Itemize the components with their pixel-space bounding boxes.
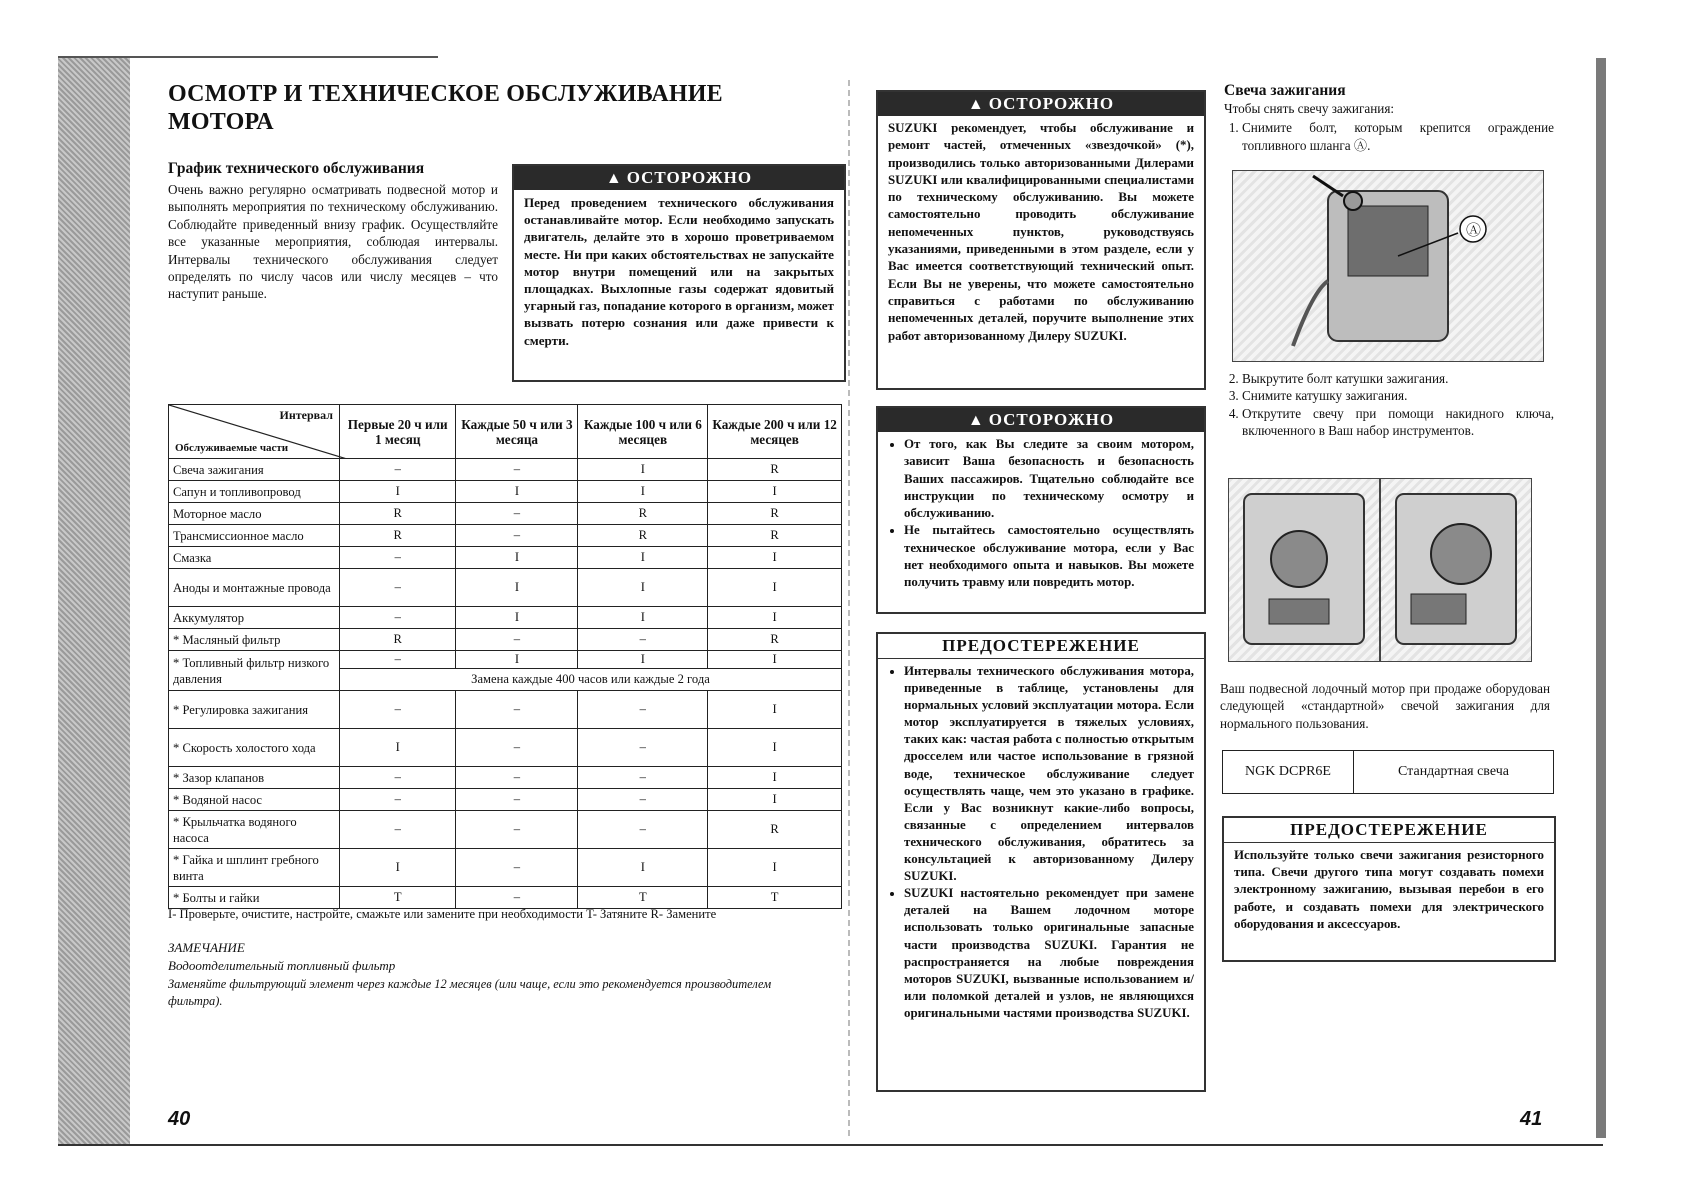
caution-title: ПРЕДОСТЕРЕЖЕНИЕ	[878, 634, 1204, 659]
value-cell: I	[578, 569, 708, 607]
table-row	[169, 729, 842, 767]
value-cell: –	[578, 789, 708, 811]
table-row	[169, 691, 842, 729]
step-list-1	[1224, 119, 1554, 154]
note-subtitle: Водоотделительный топливный фильтр	[168, 958, 396, 973]
table-legend: I- Проверьте, очистите, настройте, смажьте или замените при необходимости T- Затяните R- Замените	[168, 907, 717, 921]
part-cell: * Крыльчатка водяного насоса	[169, 811, 340, 849]
note-text: Заменяйте фильтрующий элемент через каждые 12 месяцев (или чаще, если это рекомендуется производителем фильтра).	[168, 977, 772, 1008]
list-item: • От того, как Вы следите за своим мотором, зависит Ваша безопасность и безопасность Ваших пассажиров. Тщательно соблюдайте все инструкции по техническому осмотру и обслуживанию.	[904, 436, 1194, 522]
value-cell: R	[340, 525, 456, 547]
table-header-row	[169, 405, 842, 459]
part-cell: * Гайка и шплинт гребного винта	[169, 849, 340, 887]
table-row	[169, 503, 842, 525]
spark-plug-description: Ваш подвесной лодочный мотор при продаже оборудован следующей «стандартной» свечой зажигания для нормального пользования.	[1220, 681, 1550, 731]
value-cell: I	[578, 547, 708, 569]
value-cell: I	[340, 481, 456, 503]
warning-box-dealer	[876, 90, 1206, 390]
value-cell: I	[456, 547, 578, 569]
value-cell: T	[578, 887, 708, 909]
value-cell: –	[578, 767, 708, 789]
note-cell: Замена каждые 400 часов или каждые 2 года	[340, 669, 842, 691]
value-cell: –	[456, 629, 578, 651]
table-row	[169, 651, 842, 669]
part-cell: Аккумулятор	[169, 607, 340, 629]
warning-box-safety	[876, 406, 1206, 614]
part-cell: Сапун и топливопровод	[169, 481, 340, 503]
value-cell: –	[340, 691, 456, 729]
value-cell: I	[708, 547, 842, 569]
value-cell: –	[340, 789, 456, 811]
table-row	[169, 459, 842, 481]
part-cell: Свеча зажигания	[169, 459, 340, 481]
table-row	[169, 887, 842, 909]
part-cell: Смазка	[169, 547, 340, 569]
spark-plug-intro: Чтобы снять свечу зажигания:	[1224, 101, 1395, 116]
table-row	[169, 811, 842, 849]
warning-header	[878, 408, 1204, 432]
engine-closeup-illustration	[1229, 479, 1379, 661]
engine-photo-right	[1380, 478, 1532, 662]
value-cell: I	[578, 459, 708, 481]
value-cell: I	[708, 481, 842, 503]
caution-text: Используйте только свечи зажигания резисторного типа. Свечи другого типа могут создавать помехи электронному зажиганию, вызывая перебои в его работе, и создавать помехи для электрического оборудования и аксессуаров.	[1234, 848, 1544, 931]
warning-list	[878, 432, 1204, 596]
value-cell: I	[340, 729, 456, 767]
part-cell: Трансмиссионное масло	[169, 525, 340, 547]
warning-header	[878, 92, 1204, 116]
list-item: • Интервалы технического обслуживания мотора, приведенные в таблице, установлены для нормальных условий эксплуатации мотора. Если мотор эксплуатируется в тяжелых условиях, таких как: частая работа с полностью открытым дросселем или частое использование в грязной воде, техническое обслуживание следует осуществлять чаще, чем это указано в графике. Если у Вас возникнут какие-либо вопросы, связанные с определением интервалов технического обслуживания, обратитесь за консультацией к авторизованному Дилеру SUZUKI.	[904, 663, 1194, 885]
warning-header	[514, 166, 844, 190]
maintenance-intro-block	[168, 160, 498, 303]
value-cell: –	[340, 547, 456, 569]
scan-edge-shadow	[58, 56, 130, 1146]
value-cell: –	[340, 811, 456, 849]
value-cell: –	[456, 887, 578, 909]
top-rule	[58, 56, 438, 58]
value-cell: R	[708, 629, 842, 651]
part-cell: * Зазор клапанов	[169, 767, 340, 789]
step-item: 2. Выкрутите болт катушки зажигания.	[1242, 370, 1554, 387]
corner-label-interval: Интервал	[279, 408, 333, 422]
value-cell: –	[456, 789, 578, 811]
callout-a-label: Ⓐ	[1466, 221, 1482, 239]
step-list-2	[1224, 370, 1554, 440]
page-number-left: 40	[168, 1108, 191, 1130]
caution-list	[878, 659, 1204, 1026]
table-row	[169, 481, 842, 503]
part-cell: * Болты и гайки	[169, 887, 340, 909]
header-cell: Первые 20 ч или 1 месяц	[340, 405, 456, 459]
value-cell: I	[708, 849, 842, 887]
spark-plug-spec-table	[1222, 750, 1554, 794]
value-cell: I	[708, 691, 842, 729]
page-title: ОСМОТР И ТЕХНИЧЕСКОЕ ОБСЛУЖИВАНИЕ МОТОРА	[168, 81, 723, 135]
table-row	[169, 547, 842, 569]
value-cell: I	[456, 481, 578, 503]
value-cell: I	[456, 607, 578, 629]
value-cell: –	[578, 629, 708, 651]
value-cell: I	[456, 569, 578, 607]
header-cell: Каждые 100 ч или 6 месяцев	[578, 405, 708, 459]
table-row	[169, 607, 842, 629]
value-cell: –	[456, 525, 578, 547]
corner-label-parts: Обслуживаемые части	[175, 442, 289, 454]
maintenance-schedule-table	[168, 404, 842, 909]
warning-triangle-icon: ▲	[967, 412, 985, 429]
value-cell: –	[340, 607, 456, 629]
part-cell: * Скорость холостого хода	[169, 729, 340, 767]
value-cell: I	[708, 729, 842, 767]
value-cell: I	[456, 651, 578, 669]
part-cell: * Масляный фильтр	[169, 629, 340, 651]
value-cell: R	[708, 811, 842, 849]
step-item: 4. Открутите свечу при помощи накидного ключа, включенного в Ваш набор инструментов.	[1242, 405, 1554, 440]
plug-model-cell: NGK DCPR6E	[1223, 751, 1354, 793]
spark-plug-section	[1224, 82, 1554, 154]
value-cell: I	[578, 607, 708, 629]
value-cell: –	[456, 503, 578, 525]
value-cell: R	[340, 629, 456, 651]
bottom-rule	[58, 1144, 1603, 1146]
value-cell: R	[708, 525, 842, 547]
caution-title: ПРЕДОСТЕРЕЖЕНИЕ	[1224, 818, 1554, 843]
plug-type-cell: Стандартная свеча	[1398, 764, 1509, 779]
spark-plug-steps	[1224, 370, 1554, 440]
value-cell: I	[708, 651, 842, 669]
value-cell: I	[708, 789, 842, 811]
value-cell: I	[708, 767, 842, 789]
warning-text: SUZUKI рекомендует, чтобы обслуживание и ремонт частей, отмеченных «звездочкой» (*), производились только авторизованными Дилерами SUZUKI или квалифицированными специалистами по техническому обслуживанию. Вы можете самостоятельно проводить обслуживание непомеченных пунктов, руководствуясь указаниями, приведенными в этом разделе, если у Вас имеется соответствующий технический опыт. Если Вы не уверены, что можете самостоятельно справиться с работами по обслуживанию непомеченных деталей, поручите выполнение этих работ авторизованному Дилеру SUZUKI.	[888, 121, 1194, 343]
step-item: 3. Снимите катушку зажигания.	[1242, 387, 1554, 404]
value-cell: –	[340, 459, 456, 481]
header-cell: Каждые 50 ч или 3 месяца	[456, 405, 578, 459]
step-item: 1. Снимите болт, которым крепится ограждение топливного шланга Ⓐ.	[1242, 119, 1554, 154]
engine-photo-top	[1232, 170, 1544, 362]
part-cell: Моторное масло	[169, 503, 340, 525]
warning-box-engine-stop	[512, 164, 846, 382]
section-title-schedule: График технического обслуживания	[168, 160, 425, 177]
table-row	[169, 525, 842, 547]
page-gutter	[848, 80, 850, 1140]
caution-box-resistor	[1222, 816, 1556, 962]
warning-text: Перед проведением технического обслуживания останавливайте мотор. Если необходимо запускать двигатель, делайте это в хорошо проветриваемом месте. Ни при каких обстоятельствах не запускайте мотор внутри помещений или на закрытых площадках. Выхлопные газы содержат ядовитый угарный газ, попадание которого в организм, может вызвать потерю сознания или даже привести к смерти.	[524, 195, 834, 348]
warning-title: ОСТОРОЖНО	[626, 168, 753, 187]
part-cell: * Водяной насос	[169, 789, 340, 811]
value-cell: –	[340, 569, 456, 607]
value-cell: –	[578, 691, 708, 729]
value-cell: –	[456, 849, 578, 887]
value-cell: –	[456, 767, 578, 789]
value-cell: –	[456, 459, 578, 481]
value-cell: I	[578, 651, 708, 669]
value-cell: –	[340, 651, 456, 669]
value-cell: R	[340, 503, 456, 525]
value-cell: –	[456, 691, 578, 729]
value-cell: R	[708, 503, 842, 525]
value-cell: I	[578, 481, 708, 503]
caution-box-intervals	[876, 632, 1206, 1092]
value-cell: –	[456, 811, 578, 849]
note-block	[168, 940, 828, 1010]
engine-closeup-illustration	[1381, 479, 1531, 661]
warning-triangle-icon: ▲	[967, 96, 985, 113]
value-cell: –	[578, 811, 708, 849]
schedule-intro: Очень важно регулярно осматривать подвесной мотор и выполнять мероприятия по техническому обслуживанию. Соблюдайте приведенный внизу график. Осуществляйте все указанные мероприятия, соблюдая интервалы. Интервалы технического обслуживания следует определять по числу часов или числу месяцев – что наступит раньше.	[168, 182, 498, 302]
value-cell: –	[340, 767, 456, 789]
value-cell: R	[708, 459, 842, 481]
value-cell: T	[340, 887, 456, 909]
warning-title: ОСТОРОЖНО	[988, 410, 1115, 429]
section-title-spark-plug: Свеча зажигания	[1224, 82, 1346, 99]
value-cell: T	[708, 887, 842, 909]
warning-triangle-icon: ▲	[605, 170, 623, 187]
value-cell: I	[340, 849, 456, 887]
table-row	[169, 849, 842, 887]
engine-photo-left	[1228, 478, 1380, 662]
part-cell: * Топливный фильтр низкого давления	[169, 651, 340, 691]
scan-edge-right	[1596, 58, 1606, 1138]
table-row	[169, 569, 842, 607]
value-cell: R	[578, 525, 708, 547]
part-cell: Аноды и монтажные провода	[169, 569, 340, 607]
table-row	[169, 629, 842, 651]
warning-title: ОСТОРОЖНО	[988, 94, 1115, 113]
page-number-right: 41	[1520, 1108, 1543, 1130]
value-cell: –	[456, 729, 578, 767]
engine-illustration	[1233, 171, 1543, 361]
part-cell: * Регулировка зажигания	[169, 691, 340, 729]
table-body	[169, 459, 842, 909]
header-cell: Каждые 200 ч или 12 месяцев	[708, 405, 842, 459]
value-cell: I	[708, 569, 842, 607]
table-row	[169, 767, 842, 789]
value-cell: –	[578, 729, 708, 767]
value-cell: I	[708, 607, 842, 629]
list-item: • SUZUKI настоятельно рекомендует при замене деталей на Вашем лодочном моторе использовать только оригинальные запасные части производства SUZUKI. Гарантия не распространяется на любые повреждения моторов SUZUKI, вызванные использованием и/или поломкой деталей и узлов, не являющихся оригинальными частями производства SUZUKI.	[904, 885, 1194, 1022]
value-cell: I	[578, 849, 708, 887]
value-cell: R	[578, 503, 708, 525]
table-row	[169, 789, 842, 811]
list-item: • Не пытайтесь самостоятельно осуществлять техническое обслуживание мотора, если у Вас нет необходимого опыта и навыков. Вы можете получить травму или повредить мотор.	[904, 522, 1194, 591]
note-label: ЗАМЕЧАНИЕ	[168, 940, 245, 955]
table-corner-cell	[169, 405, 340, 459]
